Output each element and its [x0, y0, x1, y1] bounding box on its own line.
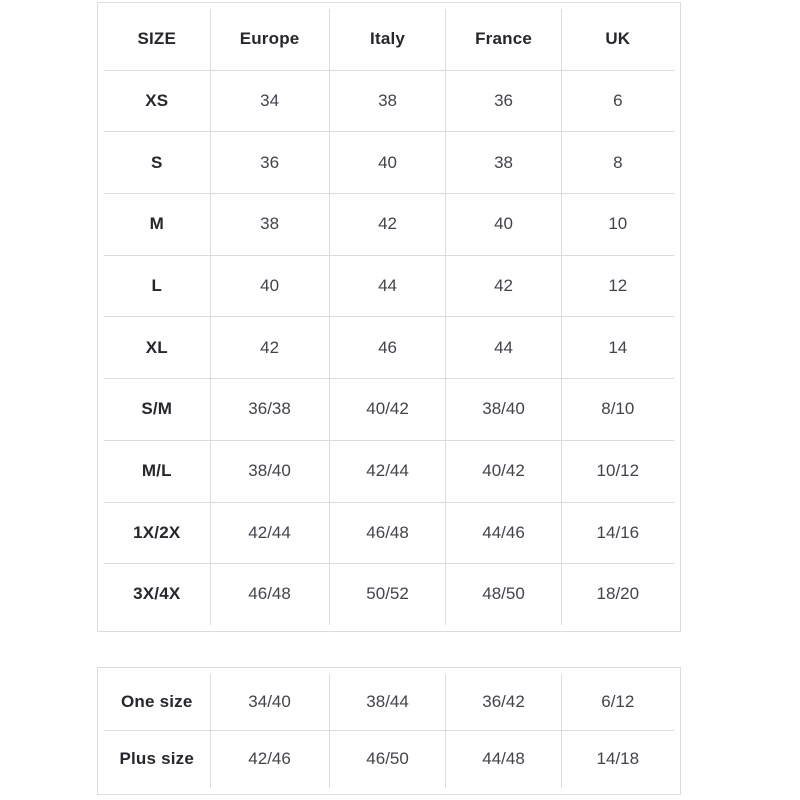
- special-sizes-table: [104, 674, 674, 788]
- size-value-cell: 8: [561, 132, 674, 194]
- size-value-cell: 14/16: [561, 502, 674, 564]
- size-value-cell: 38: [329, 70, 446, 132]
- size-value-cell: 18/20: [561, 564, 674, 625]
- size-label-cell: S: [104, 132, 210, 194]
- main-table-body: [104, 9, 674, 625]
- size-value-cell: 36: [446, 70, 561, 132]
- main-table: [104, 9, 674, 625]
- special-table-body: [104, 674, 674, 788]
- size-value-cell: 44/46: [446, 502, 561, 564]
- size-label-cell: L: [104, 255, 210, 317]
- size-value-cell: 44: [446, 317, 561, 379]
- table-row: [104, 317, 674, 379]
- size-label-cell: XL: [104, 317, 210, 379]
- column-header: France: [446, 9, 561, 70]
- size-value-cell: 42/46: [210, 731, 329, 788]
- size-value-cell: 42/44: [210, 502, 329, 564]
- table-row: [104, 564, 674, 625]
- size-value-cell: 40: [446, 194, 561, 256]
- size-label-cell: 3X/4X: [104, 564, 210, 625]
- size-value-cell: 42: [210, 317, 329, 379]
- size-value-cell: 38/44: [329, 674, 446, 731]
- column-header: SIZE: [104, 9, 210, 70]
- size-value-cell: 38/40: [210, 440, 329, 502]
- table-row: [104, 440, 674, 502]
- size-value-cell: 10/12: [561, 440, 674, 502]
- size-label-cell: Plus size: [104, 731, 210, 788]
- size-value-cell: 46/48: [210, 564, 329, 625]
- table-row: [104, 731, 674, 788]
- size-value-cell: 36: [210, 132, 329, 194]
- size-value-cell: 14/18: [561, 731, 674, 788]
- size-value-cell: 38: [210, 194, 329, 256]
- size-value-cell: 40/42: [446, 440, 561, 502]
- size-value-cell: 42: [446, 255, 561, 317]
- table-row: [104, 255, 674, 317]
- table-row: [104, 379, 674, 441]
- size-value-cell: 40: [210, 255, 329, 317]
- size-value-cell: 46/50: [329, 731, 446, 788]
- size-value-cell: 10: [561, 194, 674, 256]
- size-value-cell: 34/40: [210, 674, 329, 731]
- size-value-cell: 38/40: [446, 379, 561, 441]
- column-header: UK: [561, 9, 674, 70]
- size-value-cell: 36/42: [446, 674, 561, 731]
- table-row: [104, 194, 674, 256]
- size-value-cell: 14: [561, 317, 674, 379]
- size-label-cell: XS: [104, 70, 210, 132]
- column-header: Italy: [329, 9, 446, 70]
- column-header: Europe: [210, 9, 329, 70]
- size-label-cell: M: [104, 194, 210, 256]
- size-conversion-table-special: [97, 667, 681, 795]
- size-label-cell: M/L: [104, 440, 210, 502]
- size-value-cell: 12: [561, 255, 674, 317]
- header-row: [104, 9, 674, 70]
- size-value-cell: 40/42: [329, 379, 446, 441]
- size-label-cell: One size: [104, 674, 210, 731]
- size-value-cell: 42: [329, 194, 446, 256]
- size-label-cell: 1X/2X: [104, 502, 210, 564]
- size-conversion-table-main: [97, 2, 681, 632]
- size-value-cell: 48/50: [446, 564, 561, 625]
- size-value-cell: 46/48: [329, 502, 446, 564]
- size-value-cell: 38: [446, 132, 561, 194]
- size-value-cell: 6: [561, 70, 674, 132]
- table-row: [104, 70, 674, 132]
- size-value-cell: 34: [210, 70, 329, 132]
- table-row: [104, 132, 674, 194]
- size-value-cell: 50/52: [329, 564, 446, 625]
- size-value-cell: 46: [329, 317, 446, 379]
- size-value-cell: 6/12: [561, 674, 674, 731]
- size-value-cell: 42/44: [329, 440, 446, 502]
- size-value-cell: 44/48: [446, 731, 561, 788]
- size-value-cell: 44: [329, 255, 446, 317]
- table-row: [104, 502, 674, 564]
- size-value-cell: 40: [329, 132, 446, 194]
- size-value-cell: 36/38: [210, 379, 329, 441]
- size-label-cell: S/M: [104, 379, 210, 441]
- size-value-cell: 8/10: [561, 379, 674, 441]
- table-row: [104, 674, 674, 731]
